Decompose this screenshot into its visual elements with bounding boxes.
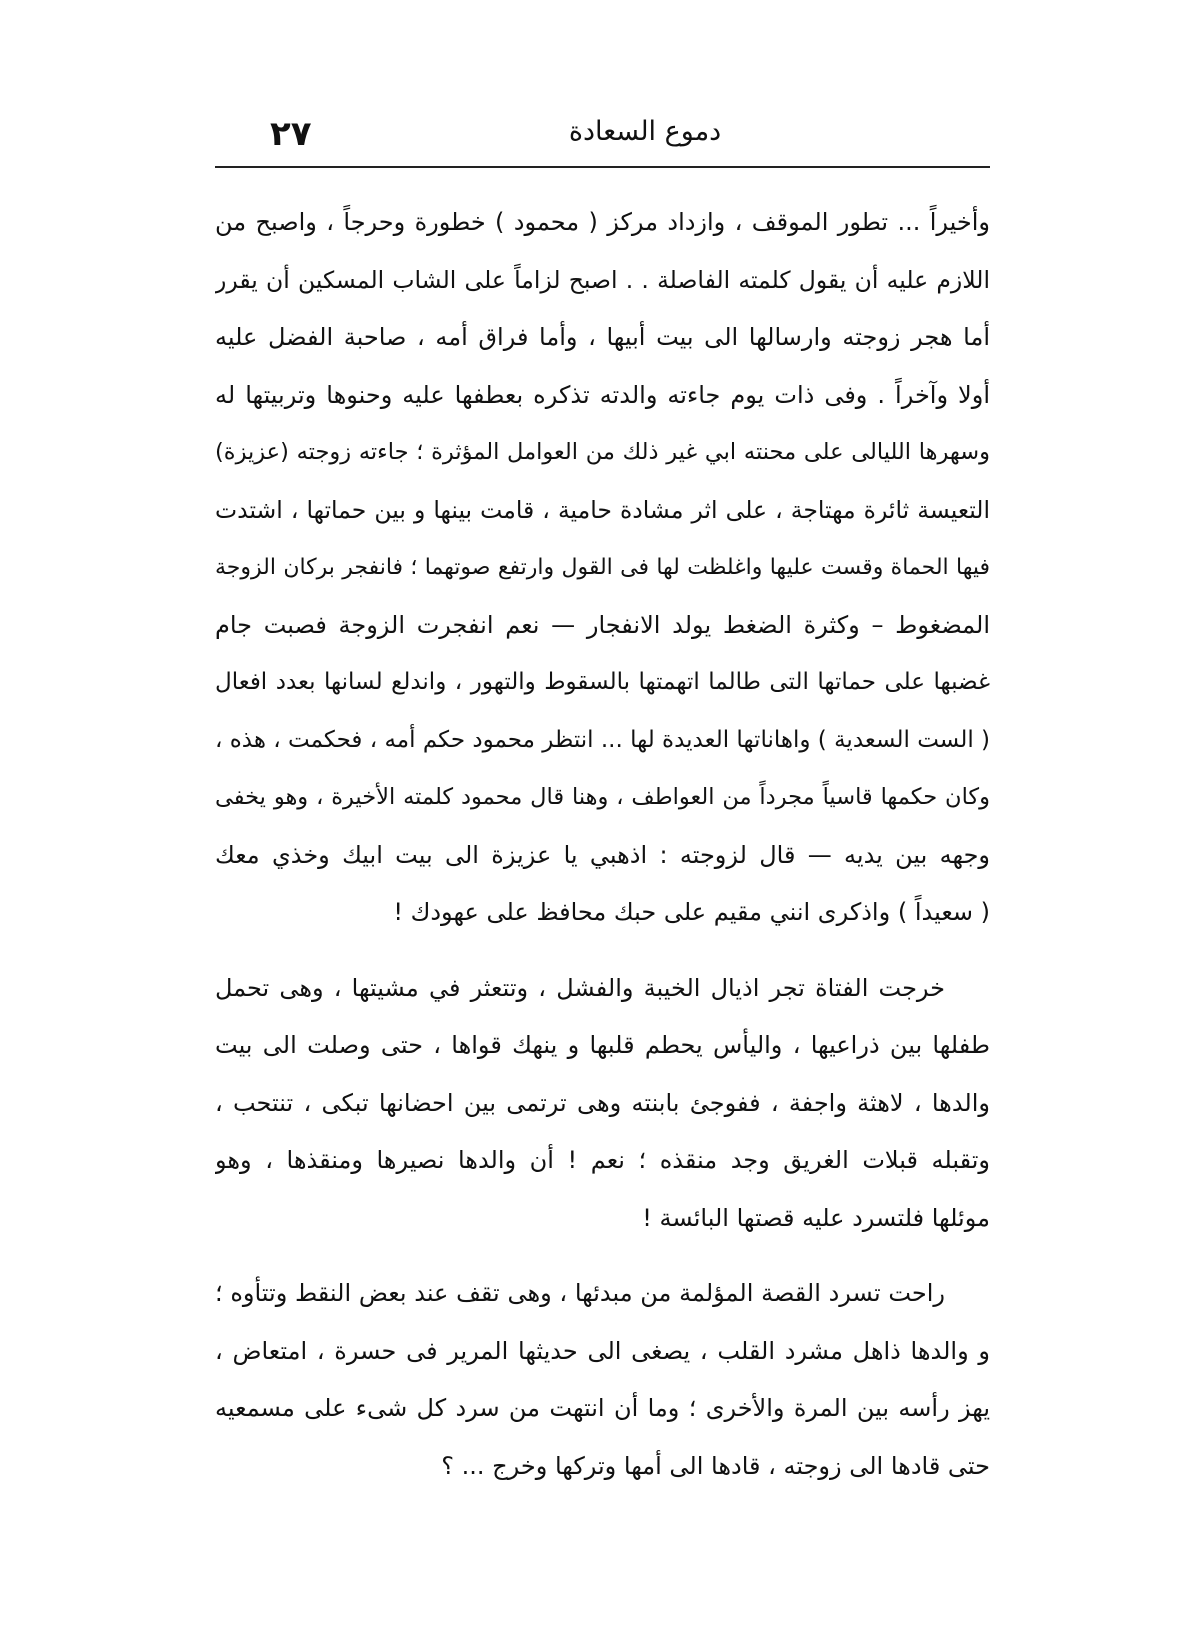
paragraph-gap bbox=[215, 942, 990, 960]
text-line: اللازم عليه أن يقول كلمته الفاصلة . . اصبح لزاماً على الشاب المسكين أن يقرر bbox=[215, 265, 990, 294]
text-line: وسهرها الليالى على محنته ابي غير ذلك من العوامل المؤثرة ؛ جاءته زوجته (عزيزة) bbox=[215, 439, 990, 465]
text-line: يهز رأسه بين المرة والأخرى ؛ وما أن انتهت من سرد كل شىء على مسمعيه bbox=[215, 1394, 990, 1422]
text-line: و والدها ذاهل مشرد القلب ، يصغى الى حديثها المرير فى حسرة ، امتعاض ، bbox=[215, 1336, 990, 1365]
text-line: خرجت الفتاة تجر اذيال الخيبة والفشل ، وتتعثر في مشيتها ، وهى تحمل bbox=[215, 973, 945, 1002]
text-line: وكان حكمها قاسياً مجرداً من العواطف ، وهنا قال محمود كلمته الأخيرة ، وهو يخفى bbox=[215, 784, 990, 810]
text-line: طفلها بين ذراعيها ، واليأس يحطم قلبها و ينهك قواها ، حتى وصلت الى بيت bbox=[215, 1031, 990, 1059]
paragraph-1 bbox=[215, 194, 990, 942]
text-line: وأخيراً ... تطور الموقف ، وازداد مركز ( محمود ) خطورة وحرجاً ، واصبح من bbox=[215, 208, 990, 236]
body-text bbox=[215, 194, 990, 1495]
page-header bbox=[215, 108, 990, 158]
text-line: أما هجر زوجته وارسالها الى بيت أبيها ، وأما فراق أمه ، صاحبة الفضل عليه bbox=[215, 323, 990, 351]
paragraph-3 bbox=[215, 1265, 990, 1495]
text-line: راحت تسرد القصة المؤلمة من مبدئها ، وهى تقف عند بعض النقط وتتأوه ؛ bbox=[215, 1279, 945, 1307]
text-line: غضبها على حماتها التى طالما اتهمتها بالسقوط والتهور ، واندلع لسانها بعدد افعال bbox=[215, 669, 990, 695]
text-line: موئلها فلتسرد عليه قصتها البائسة ! bbox=[642, 1203, 990, 1232]
paragraph-2 bbox=[215, 960, 990, 1248]
text-line: والدها ، لاهثة واجفة ، ففوجئ بابنته وهى ترتمى بين احضانها تبكى ، تنتحب ، bbox=[215, 1088, 990, 1117]
text-line: أولا وآخراً . وفى ذات يوم جاءته والدته تذكره بعطفها عليه وحنوها وتربيتها له bbox=[215, 380, 990, 409]
text-line: المضغوط – وكثرة الضغط يولد الانفجار — نعم انفجرت الزوجة فصبت جام bbox=[215, 610, 990, 639]
header-divider bbox=[215, 166, 990, 168]
text-line: ( الست السعدية ) واهاناتها العديدة لها ... انتظر محمود حكم أمه ، فحكمت ، هذه ، bbox=[215, 726, 990, 753]
running-title: دموع السعادة bbox=[568, 116, 722, 147]
text-line: وجهه بين يديه — قال لزوجته : اذهبي يا عزيزة الى بيت ابيك وخذي معك bbox=[215, 840, 990, 869]
text-line: حتى قادها الى زوجته ، قادها الى أمها وتركها وخرج ... ؟ bbox=[441, 1451, 990, 1480]
text-line: التعيسة ثائرة مهتاجة ، على اثر مشادة حامية ، قامت بينها و بين حماتها ، اشتدت bbox=[215, 495, 990, 524]
text-line: فيها الحماة وقست عليها واغلظت لها فى القول وارتفع صوتهما ؛ فانفجر بركان الزوجة bbox=[215, 555, 990, 580]
text-line: وتقبله قبلات الغريق وجد منقذه ؛ نعم ! أن والدها نصيرها ومنقذها ، وهو bbox=[215, 1146, 990, 1174]
text-line: ( سعيداً ) واذكرى انني مقيم على حبك محافظ على عهودك ! bbox=[393, 898, 990, 926]
paragraph-gap bbox=[215, 1247, 990, 1265]
page-number: ٢٧ bbox=[270, 114, 312, 154]
